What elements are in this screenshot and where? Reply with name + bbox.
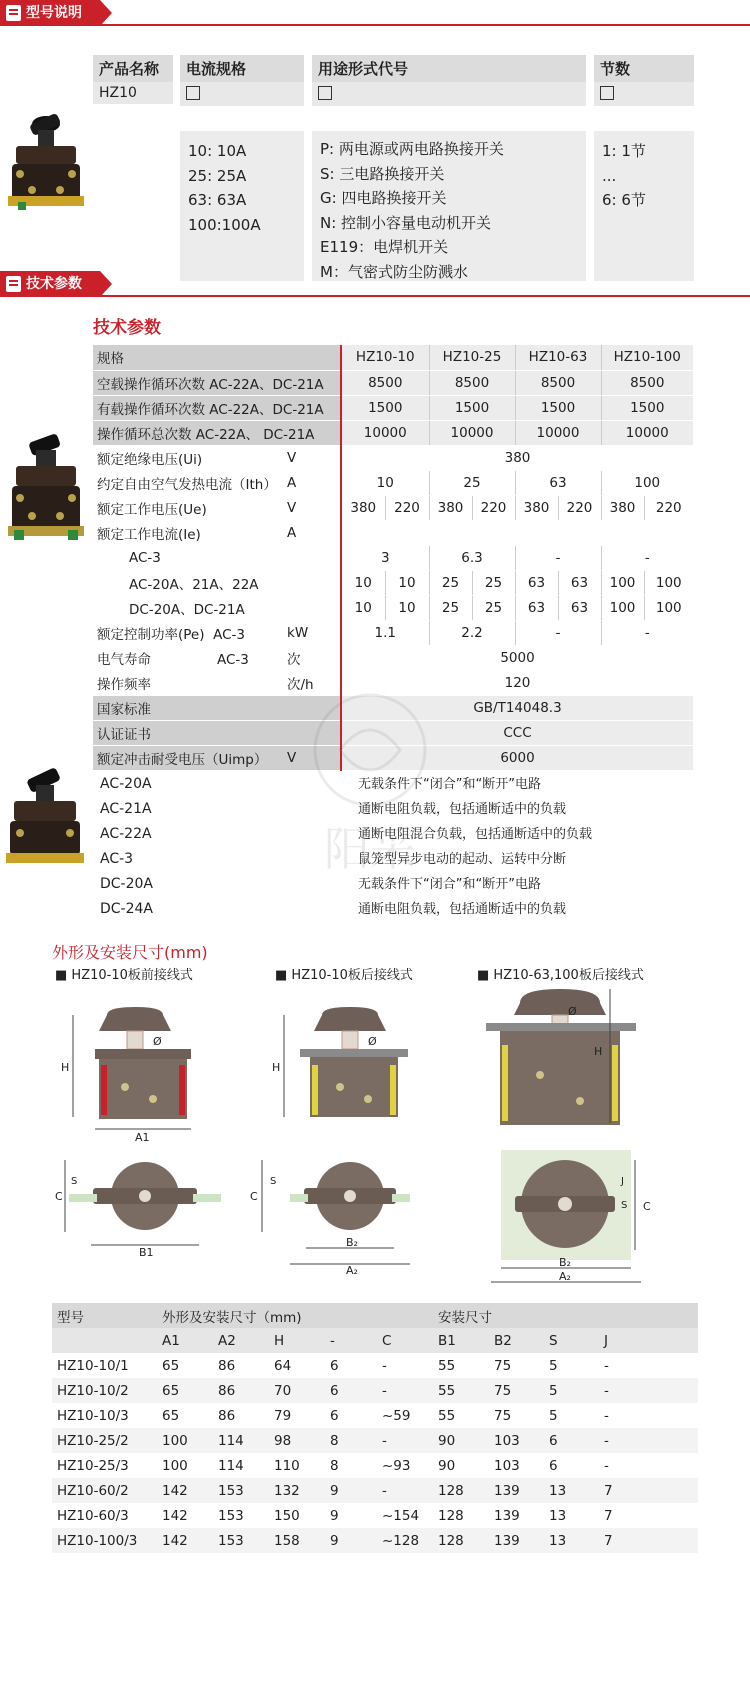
spec-cell: AC-20A、21A、22A xyxy=(93,570,341,595)
spec-cell xyxy=(341,520,693,545)
dim-letter: Ø xyxy=(568,1005,577,1018)
document-icon xyxy=(6,5,21,21)
spec-cell: 380 xyxy=(341,495,385,520)
dim-cell: 55 xyxy=(438,1407,456,1424)
dim-cell: 6 xyxy=(544,1428,599,1453)
table-row xyxy=(93,470,693,495)
spec-cell: 次/h xyxy=(283,670,341,695)
table-header: J xyxy=(599,1328,698,1353)
spec-cell: 额定工作电压(Ue) xyxy=(93,495,283,520)
section-header-tech xyxy=(0,271,750,297)
list-item: 100:100A xyxy=(188,215,261,234)
spec-cell: 220 xyxy=(472,495,515,520)
model-cell: HZ10-10/3 xyxy=(57,1407,129,1424)
spec-cell: 100 xyxy=(644,570,693,595)
category-desc: 无载条件下“闭合”和“断开”电路 xyxy=(358,877,541,892)
dim-cell: 9 xyxy=(325,1528,377,1553)
dim-letter: A1 xyxy=(135,1131,150,1144)
spec-cell: 220 xyxy=(558,495,601,520)
dim-cell: 139 xyxy=(489,1528,544,1553)
watermark-logo xyxy=(255,690,485,880)
spec-cell: 6000 xyxy=(341,745,693,770)
spec-cell: 2.2 xyxy=(429,620,515,645)
header-sections: 节数 xyxy=(594,55,694,82)
category-desc: 通断电阻负载，包括通断适中的负载 xyxy=(358,902,567,917)
dim-cell: 65 xyxy=(157,1378,213,1403)
spec-cell: 10 xyxy=(385,595,429,620)
spec-cell: 10 xyxy=(385,570,429,595)
dim-cell: 7 xyxy=(599,1528,698,1553)
table-row xyxy=(52,1428,698,1453)
dim-cell: 65 xyxy=(162,1357,180,1374)
dim-cell: 9 xyxy=(330,1507,339,1524)
dim-letter: C xyxy=(55,1190,63,1203)
dim-letter: B1 xyxy=(139,1246,154,1259)
spec-cell: 100 xyxy=(601,570,644,595)
diagram-top-2 xyxy=(250,1150,430,1275)
dim-cell: 103 xyxy=(489,1428,544,1453)
spec-cell: 8500 xyxy=(515,370,601,395)
spec-cell: 63 xyxy=(515,595,558,620)
spec-cell: 10000 xyxy=(429,420,515,445)
spec-cell: HZ10-63 xyxy=(515,345,601,370)
spec-cell: 63 xyxy=(515,470,601,495)
spec-cell: 63 xyxy=(558,570,601,595)
dim-cell: 13 xyxy=(544,1528,599,1553)
dim-cell: 64 xyxy=(274,1357,292,1374)
spec-cell: 1.1 xyxy=(341,620,429,645)
table-header: H xyxy=(269,1328,325,1353)
spec-cell: 8500 xyxy=(601,370,693,395)
table-row xyxy=(93,495,693,520)
spec-cell: V xyxy=(283,745,341,770)
dim-cell: 100 xyxy=(157,1428,213,1453)
model-cell: HZ10-60/2 xyxy=(52,1478,157,1503)
spec-cell: 5000 xyxy=(341,645,693,670)
dim-cell: 142 xyxy=(162,1507,188,1524)
dim-cell: 128 xyxy=(438,1507,464,1524)
dim-letter: H xyxy=(594,1045,603,1058)
dim-letter: J xyxy=(621,1176,624,1187)
dims-table xyxy=(52,1303,698,1553)
spec-cell: - xyxy=(601,620,693,645)
dim-cell: 158 xyxy=(269,1528,325,1553)
dim-letter: A₂ xyxy=(559,1270,571,1283)
spec-cell: 约定自由空气发热电流（Ith） xyxy=(93,470,283,495)
product-image xyxy=(2,110,90,220)
spec-label: 电气寿命 xyxy=(97,651,151,668)
spec-cell: 120 xyxy=(341,670,693,695)
spec-cell: 次 xyxy=(283,645,341,670)
spec-cell: 3 xyxy=(341,545,429,570)
table-row xyxy=(93,570,693,595)
dim-cell: 13 xyxy=(544,1478,599,1503)
dim-cell: 9 xyxy=(325,1478,377,1503)
fig-label: ■ HZ10-10板后接线式 xyxy=(275,968,413,983)
table-row xyxy=(52,1453,698,1478)
dim-cell: 6 xyxy=(330,1357,339,1374)
list-item: P: 两电源或两电路换接开关 xyxy=(320,140,504,158)
spec-sub: AC-3 xyxy=(213,626,245,643)
dim-cell: 100 xyxy=(162,1457,188,1474)
dim-cell: 8 xyxy=(330,1457,339,1474)
spec-cell: 25 xyxy=(429,570,472,595)
header-product-name: 产品名称 xyxy=(93,55,173,82)
diagram-side-3 xyxy=(480,985,650,1130)
dim-cell: 86 xyxy=(218,1407,236,1424)
dim-cell: 153 xyxy=(213,1478,269,1503)
category-code: DC-24A xyxy=(100,901,153,917)
dim-cell: ~128 xyxy=(377,1528,433,1553)
current-checkbox xyxy=(180,82,304,106)
dim-cell: 90 xyxy=(438,1457,456,1474)
spec-cell: AC-3 xyxy=(93,545,341,570)
dim-letter: S xyxy=(270,1176,277,1187)
diagram-top-1 xyxy=(55,1150,225,1270)
dim-cell: 55 xyxy=(438,1357,456,1374)
spec-cell: - xyxy=(515,620,601,645)
section-header-model xyxy=(0,0,750,26)
dim-cell: 75 xyxy=(494,1357,512,1374)
dim-cell: 139 xyxy=(494,1507,520,1524)
spec-cell: 额定绝缘电压(Ui) xyxy=(93,445,283,470)
spec-cell: 1500 xyxy=(601,395,693,420)
dim-cell: 150 xyxy=(274,1507,300,1524)
dim-letter: S xyxy=(71,1176,78,1187)
dim-cell: 114 xyxy=(213,1428,269,1453)
spec-cell: 63 xyxy=(558,595,601,620)
table-row xyxy=(93,445,693,470)
dim-cell: 5 xyxy=(544,1378,599,1403)
dim-cell: 86 xyxy=(218,1357,236,1374)
table-row xyxy=(93,395,693,420)
spec-cell: 380 xyxy=(429,495,472,520)
spec-cell: GB/T14048.3 xyxy=(341,695,693,720)
category-desc: 通断电阻混合负载，包括通断适中的负载 xyxy=(358,827,593,842)
spec-cell: 220 xyxy=(644,495,693,520)
usage-list xyxy=(312,131,586,281)
dim-cell: - xyxy=(382,1357,387,1374)
dim-cell: 103 xyxy=(494,1457,520,1474)
dim-letter: B₂ xyxy=(559,1256,571,1269)
spec-cell: 额定冲击耐受电压（Uimp） xyxy=(93,745,283,770)
current-list xyxy=(180,131,304,281)
dim-cell: 142 xyxy=(157,1478,213,1503)
list-item: 10: 10A xyxy=(188,142,247,160)
table-row xyxy=(93,370,693,395)
model-cell: HZ10-100/3 xyxy=(52,1528,157,1553)
spec-cell: 25 xyxy=(472,570,515,595)
spec-cell xyxy=(93,645,283,670)
spec-cell: 380 xyxy=(601,495,644,520)
spec-cell: 规格 xyxy=(93,345,341,370)
dim-cell: 13 xyxy=(549,1507,567,1524)
table-row xyxy=(93,345,693,370)
fig-label-text: HZ10-63,100板后接线式 xyxy=(493,968,644,983)
dim-letter: H xyxy=(272,1061,281,1074)
dim-cell: 79 xyxy=(274,1407,292,1424)
spec-cell: 操作频率 xyxy=(93,670,283,695)
spec-cell: 操作循环总次数 AC-22A、 DC-21A xyxy=(93,420,341,445)
spec-cell: 8500 xyxy=(429,370,515,395)
dim-cell: 114 xyxy=(218,1457,244,1474)
spec-cell: 10 xyxy=(341,570,385,595)
dim-cell: 6 xyxy=(325,1378,377,1403)
dim-cell: ~154 xyxy=(382,1507,420,1524)
list-item: ... xyxy=(602,166,617,185)
product-image xyxy=(2,767,90,877)
category-code: DC-20A xyxy=(100,876,153,892)
list-item: G: 四电路换接开关 xyxy=(320,189,447,207)
list-item: S: 三电路换接开关 xyxy=(320,164,445,183)
spec-label: 额定控制功率(Pe) xyxy=(97,626,205,643)
table-row xyxy=(52,1528,698,1553)
dim-cell: 8 xyxy=(325,1428,377,1453)
dim-letter: Ø xyxy=(368,1035,377,1048)
table-row xyxy=(93,645,693,670)
spec-cell: 10 xyxy=(341,595,385,620)
spec-cell: V xyxy=(283,445,341,470)
dim-letter: S xyxy=(621,1200,628,1211)
dim-cell: 139 xyxy=(489,1478,544,1503)
list-item: M：气密式防尘防溅水 xyxy=(320,262,468,281)
dim-cell: 75 xyxy=(489,1378,544,1403)
spec-cell: 有载操作循环次数 AC-22A、DC-21A xyxy=(93,395,341,420)
table-header: - xyxy=(325,1328,377,1353)
spec-cell: 100 xyxy=(601,470,693,495)
table-header: 外形及安装尺寸（mm) xyxy=(157,1303,433,1328)
table-row xyxy=(93,545,693,570)
product-image xyxy=(4,432,88,547)
spec-cell: 25 xyxy=(429,595,472,620)
table-row xyxy=(93,620,693,645)
sections-checkbox xyxy=(594,82,694,106)
dim-cell: 128 xyxy=(433,1528,489,1553)
model-cell: HZ10-25/2 xyxy=(52,1428,157,1453)
spec-cell: 1500 xyxy=(341,395,429,420)
spec-cell: 1500 xyxy=(515,395,601,420)
spec-cell: HZ10-10 xyxy=(341,345,429,370)
dim-cell: 75 xyxy=(494,1407,512,1424)
header-current-spec: 电流规格 xyxy=(180,55,304,82)
dim-cell: 65 xyxy=(162,1407,180,1424)
table-header: S xyxy=(544,1328,599,1353)
dim-cell: 153 xyxy=(213,1528,269,1553)
dim-cell: - xyxy=(377,1378,433,1403)
spec-cell: HZ10-100 xyxy=(601,345,693,370)
spec-cell: 空载操作循环次数 AC-22A、DC-21A xyxy=(93,370,341,395)
table-row xyxy=(52,1353,698,1378)
dim-letter: H xyxy=(61,1061,70,1074)
spec-cell xyxy=(93,620,283,645)
spec-cell: CCC xyxy=(341,720,693,745)
dim-cell: 110 xyxy=(274,1457,300,1474)
dim-cell: - xyxy=(604,1457,609,1474)
spec-cell: 10000 xyxy=(601,420,693,445)
dim-cell: 132 xyxy=(269,1478,325,1503)
dim-cell: 86 xyxy=(213,1378,269,1403)
table-row xyxy=(52,1328,698,1353)
category-code: AC-3 xyxy=(100,851,134,867)
spec-cell: kW xyxy=(283,620,341,645)
table-row xyxy=(93,520,693,545)
category-desc: 鼠笼型异步电动的起动、运转中分断 xyxy=(358,852,567,867)
list-item: E119：电焊机开关 xyxy=(320,238,449,256)
list-item: 25: 25A xyxy=(188,166,247,185)
spec-cell: 380 xyxy=(515,495,558,520)
watermark-text: 阳采 xyxy=(324,822,416,876)
spec-cell: A xyxy=(283,520,341,545)
dim-cell: - xyxy=(599,1378,698,1403)
category-code: AC-20A xyxy=(100,776,152,792)
category-code: AC-21A xyxy=(100,801,152,817)
dim-letter: B₂ xyxy=(346,1236,358,1249)
dim-cell: 70 xyxy=(269,1378,325,1403)
spec-cell: 100 xyxy=(601,595,644,620)
dim-cell: 6 xyxy=(549,1457,558,1474)
dim-cell: - xyxy=(604,1407,609,1424)
table-header: 型号 xyxy=(52,1303,157,1328)
fig-label-text: HZ10-10板前接线式 xyxy=(71,968,193,983)
dim-cell: - xyxy=(377,1428,433,1453)
table-row xyxy=(52,1478,698,1503)
dim-cell: 6 xyxy=(330,1407,339,1424)
spec-cell: 额定工作电流(Ie) xyxy=(93,520,283,545)
dims-title: 外形及安装尺寸(mm) xyxy=(52,943,208,962)
spec-cell: 国家标准 xyxy=(93,695,341,720)
table-header: A2 xyxy=(213,1328,269,1353)
spec-cell: 10000 xyxy=(341,420,429,445)
dim-cell: ~93 xyxy=(382,1457,411,1474)
table-header: 安装尺寸 xyxy=(433,1303,698,1328)
table-row xyxy=(52,1303,698,1328)
dim-cell: 142 xyxy=(157,1528,213,1553)
spec-cell: 25 xyxy=(472,595,515,620)
category-code: AC-22A xyxy=(100,826,152,842)
dim-cell: - xyxy=(599,1428,698,1453)
dim-cell: 5 xyxy=(549,1357,558,1374)
category-desc: 通断电阻负载，包括通断适中的负载 xyxy=(358,802,567,817)
spec-cell: DC-20A、DC-21A xyxy=(93,595,341,620)
spec-cell: 100 xyxy=(644,595,693,620)
fig-label: ■ HZ10-63,100板后接线式 xyxy=(477,968,644,983)
dim-letter: A₂ xyxy=(346,1264,358,1275)
spec-cell: 8500 xyxy=(341,370,429,395)
list-item: 6: 6节 xyxy=(602,191,646,209)
table-row xyxy=(52,1503,698,1528)
document-icon xyxy=(6,276,21,292)
header-usage-code: 用途形式代号 xyxy=(312,55,586,82)
spec-cell: V xyxy=(283,495,341,520)
dim-cell: 55 xyxy=(433,1378,489,1403)
model-cell: HZ10-10/2 xyxy=(52,1378,157,1403)
dim-cell: 7 xyxy=(599,1478,698,1503)
fig-label-text: HZ10-10板后接线式 xyxy=(291,968,413,983)
spec-cell: 220 xyxy=(385,495,429,520)
spec-cell: 6.3 xyxy=(429,545,515,570)
spec-title: 技术参数 xyxy=(93,318,161,338)
dim-cell: 128 xyxy=(433,1478,489,1503)
sections-list xyxy=(594,131,694,281)
dim-cell: - xyxy=(377,1478,433,1503)
dim-letter: Ø xyxy=(153,1035,162,1048)
table-header: A1 xyxy=(157,1328,213,1353)
dim-cell: 5 xyxy=(549,1407,558,1424)
usage-checkbox xyxy=(312,82,586,106)
spec-cell: - xyxy=(515,545,601,570)
table-header: C xyxy=(377,1328,433,1353)
spec-cell: 25 xyxy=(429,470,515,495)
table-header: B2 xyxy=(489,1328,544,1353)
model-cell: HZ10-10/1 xyxy=(57,1357,129,1374)
spec-cell: 认证证书 xyxy=(93,720,341,745)
diagram-side-1 xyxy=(55,1005,215,1145)
dim-cell: 90 xyxy=(433,1428,489,1453)
table-row xyxy=(93,420,693,445)
table-row xyxy=(52,1378,698,1403)
fig-label: ■ HZ10-10板前接线式 xyxy=(55,968,193,983)
spec-cell: A xyxy=(283,470,341,495)
diagram-side-2 xyxy=(270,1005,430,1145)
model-name-value: HZ10 xyxy=(93,82,173,104)
spec-cell: HZ10-25 xyxy=(429,345,515,370)
table-header: B1 xyxy=(433,1328,489,1353)
dim-cell: - xyxy=(604,1357,609,1374)
table-row xyxy=(93,595,693,620)
spec-cell: - xyxy=(601,545,693,570)
table-row xyxy=(52,1403,698,1428)
dim-cell: 98 xyxy=(269,1428,325,1453)
category-desc: 无载条件下“闭合”和“断开”电路 xyxy=(358,777,541,792)
dim-cell: 7 xyxy=(604,1507,613,1524)
spec-sub: AC-3 xyxy=(217,651,249,668)
list-item: 63: 63A xyxy=(188,191,247,209)
spec-cell: 380 xyxy=(341,445,693,470)
spec-cell: 10 xyxy=(341,470,429,495)
dim-letter: C xyxy=(643,1200,651,1213)
spec-cell: 1500 xyxy=(429,395,515,420)
section-title-model: 型号说明 xyxy=(26,5,82,21)
dim-cell: 153 xyxy=(218,1507,244,1524)
diagram-top-3 xyxy=(485,1140,665,1290)
section-title-tech: 技术参数 xyxy=(26,276,82,292)
list-item: N: 控制小容量电动机开关 xyxy=(320,213,492,232)
spec-cell: 10000 xyxy=(515,420,601,445)
dim-letter: C xyxy=(250,1190,258,1203)
category-row xyxy=(100,898,700,917)
list-item: 1: 1节 xyxy=(602,142,646,160)
spec-cell: 63 xyxy=(515,570,558,595)
model-cell: HZ10-25/3 xyxy=(57,1457,129,1474)
model-cell: HZ10-60/3 xyxy=(57,1507,129,1524)
dim-cell: ~59 xyxy=(382,1407,411,1424)
